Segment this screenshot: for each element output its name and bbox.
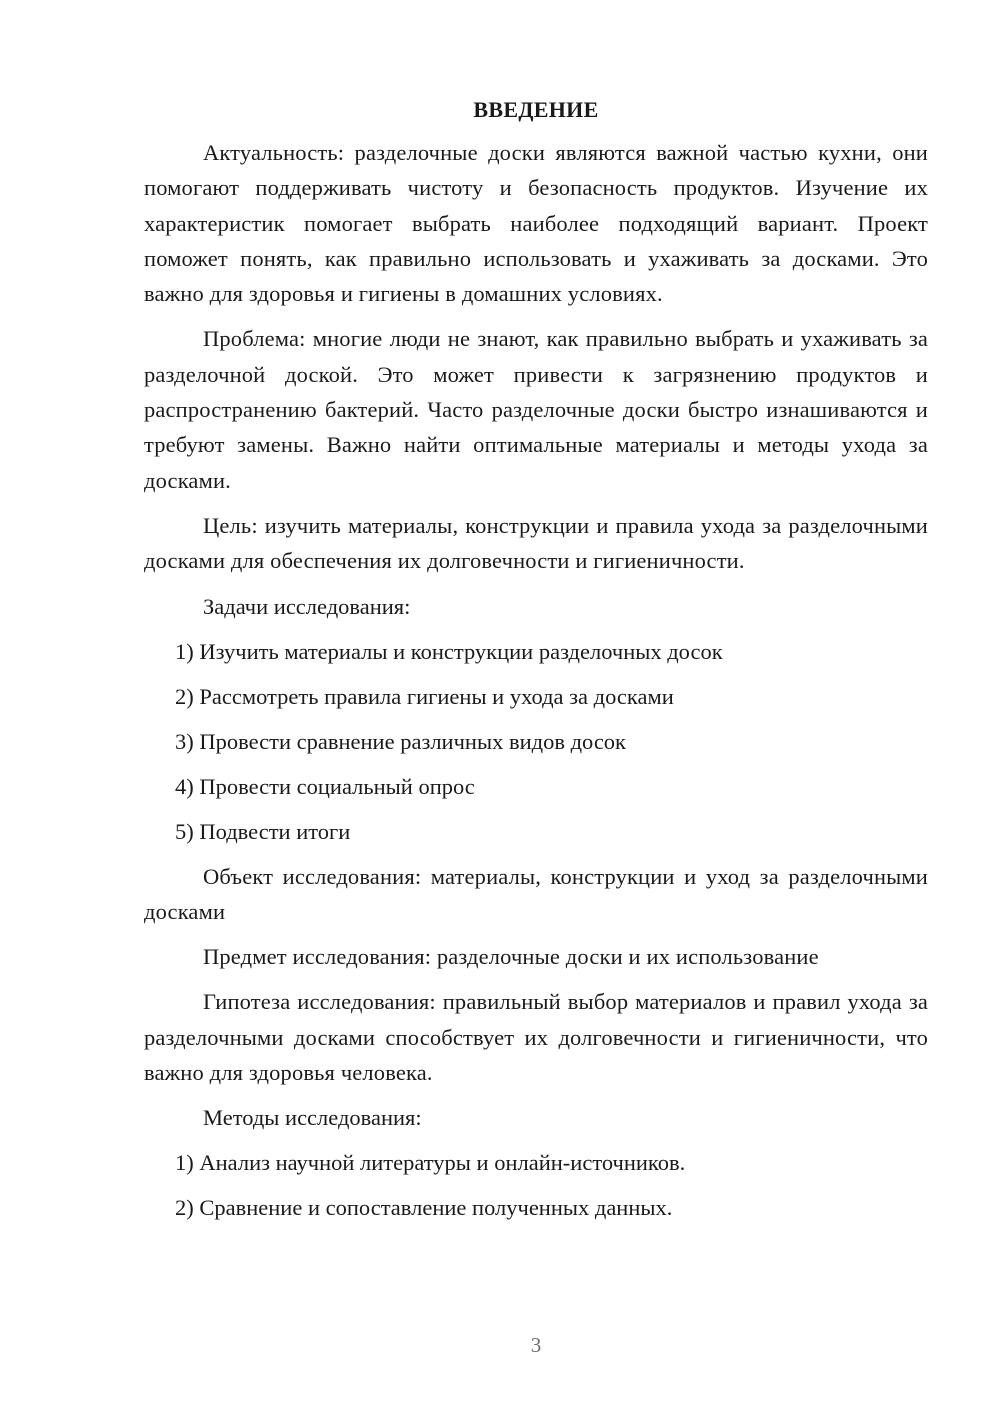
object-paragraph: Объект исследования: материалы, конструкции и уход за разделочными досками bbox=[144, 863, 928, 924]
methods-heading: Методы исследования: bbox=[203, 1105, 422, 1131]
relevance-paragraph: Актуальность: разделочные доски являются важной частью кухни, они помогают поддерживать чистоту и безопасность продуктов. Изучение их характеристик помогает выбрать наиболее подходящий вариант. Проект поможет понять, как правильно использовать и ухаживать за досками. Это важно для здоровья и гигиены в домашних условиях. bbox=[144, 140, 928, 307]
page-title: ВВЕДЕНИЕ bbox=[473, 97, 599, 122]
subject-paragraph: Предмет исследования: разделочные доски и их использование bbox=[203, 944, 819, 970]
tasks-heading: Задачи исследования: bbox=[203, 593, 411, 619]
list-item: 1) Изучить материалы и конструкции разделочных досок bbox=[175, 638, 723, 664]
tasks-list bbox=[144, 634, 928, 849]
list-item: 2) Сравнение и сопоставление полученных данных. bbox=[175, 1195, 673, 1221]
goal-paragraph: Цель: изучить материалы, конструкции и правила ухода за разделочными досками для обеспечения их долговечности и гигиеничности. bbox=[144, 512, 928, 574]
page-number: 3 bbox=[530, 1333, 542, 1357]
list-item: 2) Рассмотреть правила гигиены и ухода за досками bbox=[175, 683, 674, 709]
hypothesis-paragraph: Гипотеза исследования: правильный выбор материалов и правил ухода за разделочными досками способствует их долговечности и гигиеничности, что важно для здоровья человека. bbox=[144, 989, 928, 1086]
list-item: 1) Анализ научной литературы и онлайн-источников. bbox=[175, 1150, 686, 1176]
list-item: 5) Подвести итоги bbox=[175, 818, 351, 844]
list-item: 4) Провести социальный опрос bbox=[175, 773, 475, 799]
list-item: 3) Провести сравнение различных видов досок bbox=[175, 728, 626, 754]
page-content bbox=[144, 92, 928, 1225]
problem-paragraph: Проблема: многие люди не знают, как правильно выбрать и ухаживать за разделочной доской. Это может привести к загрязнению продуктов и распространению бактерий. Часто разделочные доски быстро изнашиваются и требуют замены. Важно найти оптимальные материалы и методы ухода за досками. bbox=[144, 326, 928, 493]
methods-list bbox=[144, 1145, 928, 1225]
